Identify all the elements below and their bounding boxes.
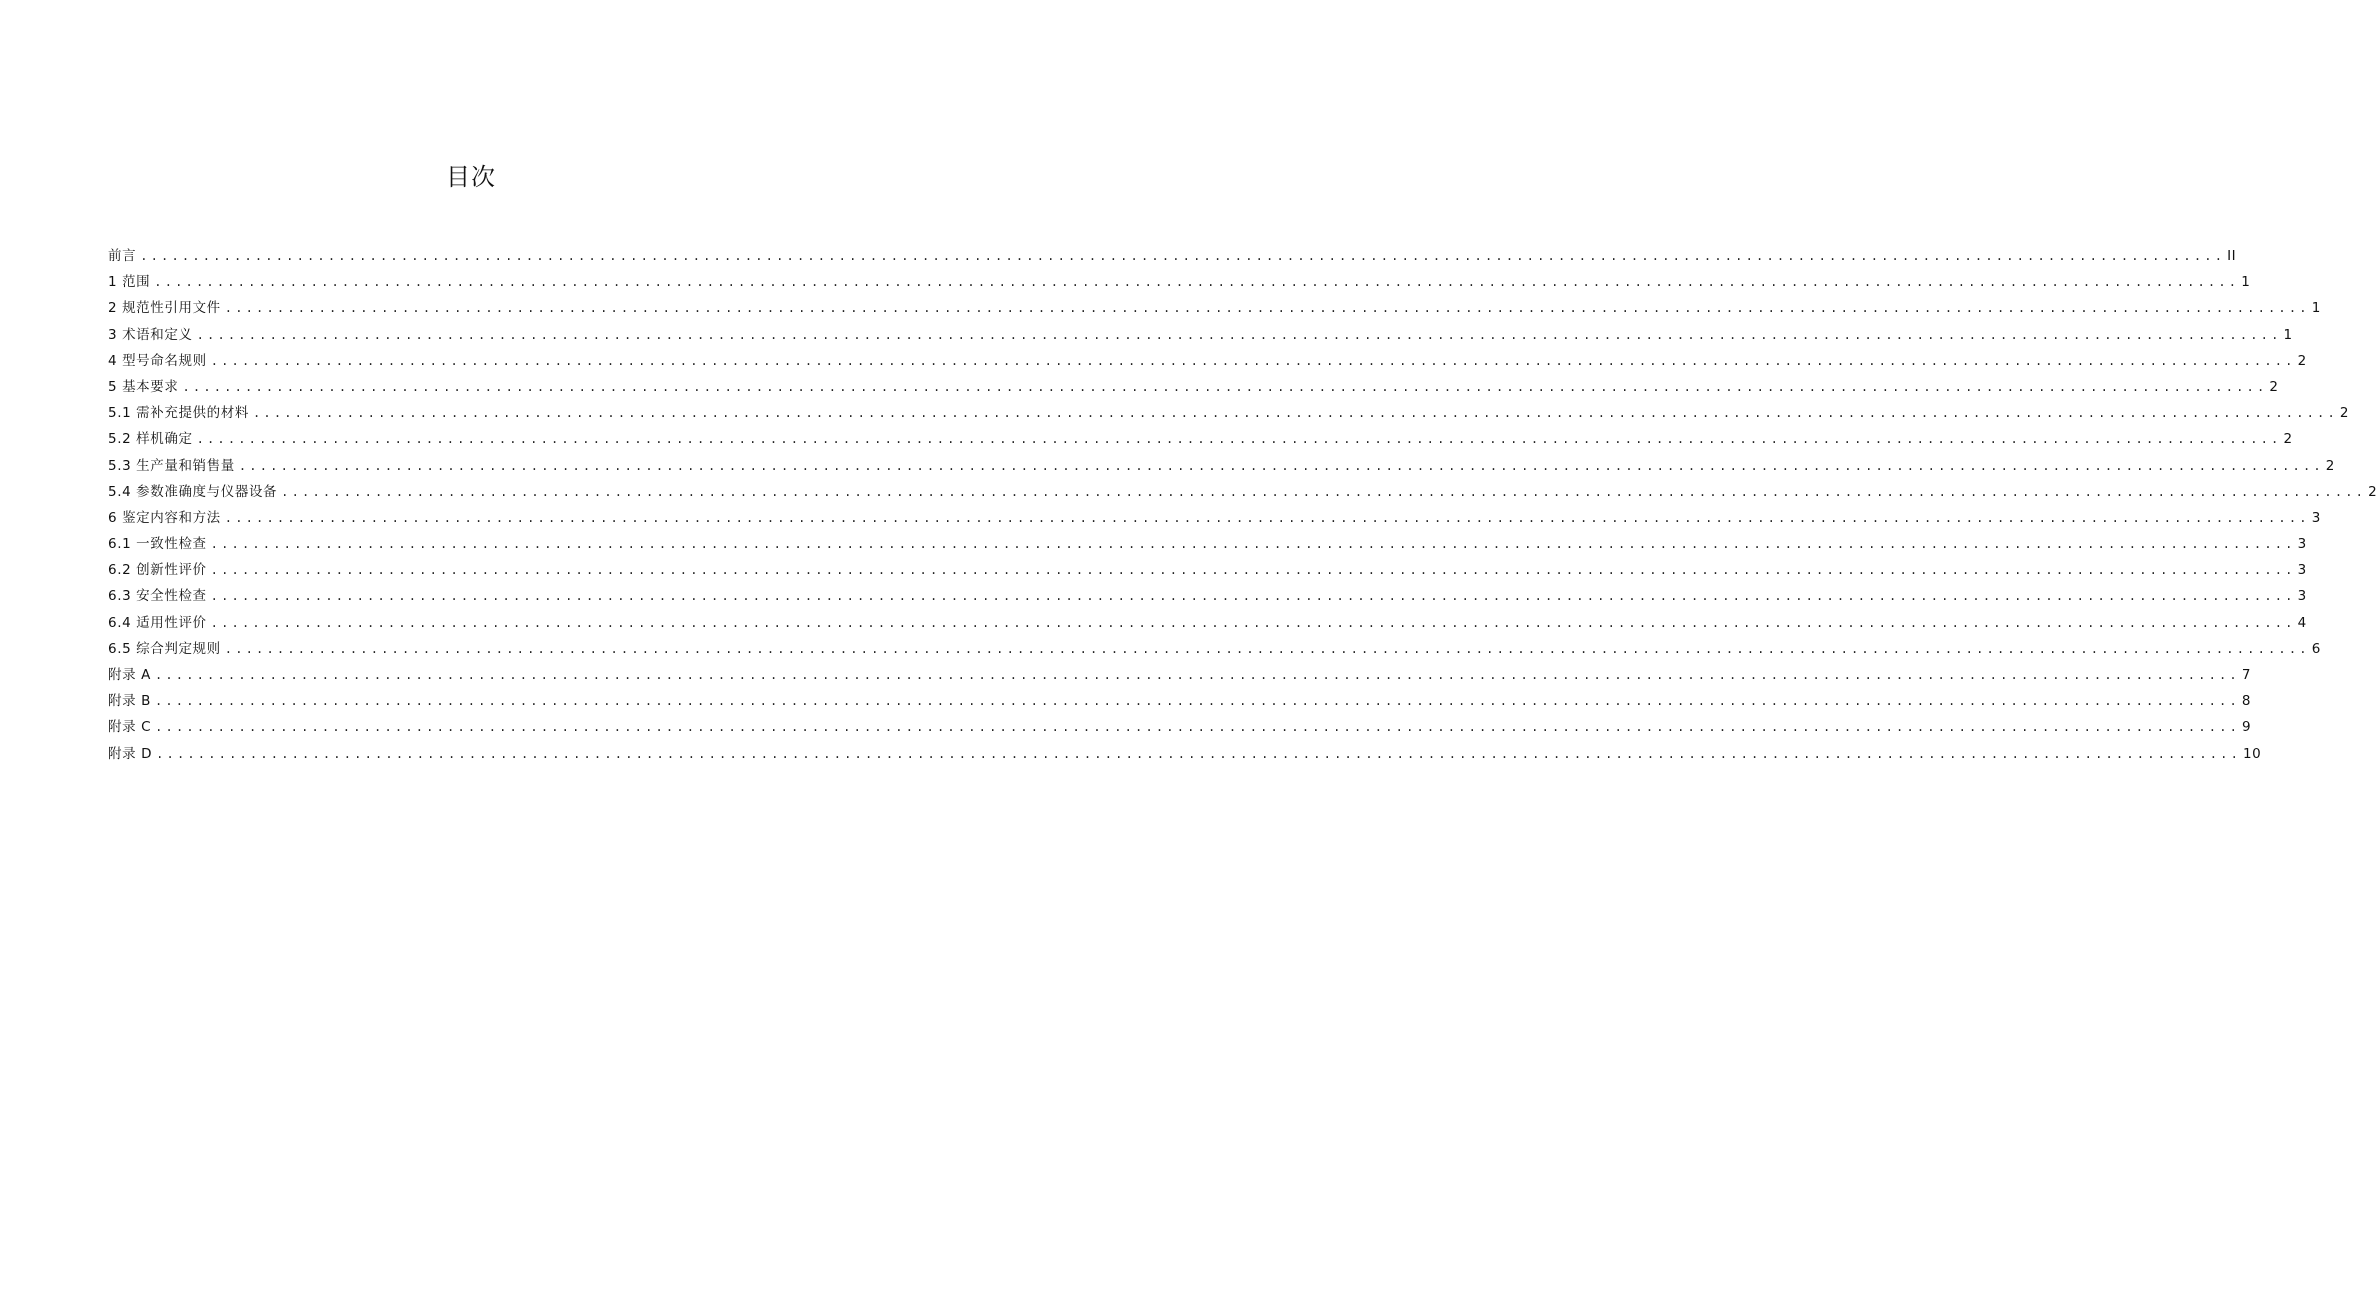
toc-entry[interactable] <box>108 506 2321 532</box>
toc-leader-dots: ........................................................................................................................................................................................................ <box>196 327 2282 342</box>
toc-entry[interactable] <box>108 532 2307 558</box>
toc-leader-dots: ........................................................................................................................................................................................................ <box>224 641 2310 656</box>
toc-leader-dots: ........................................................................................................................................................................................................ <box>182 379 2268 394</box>
toc-leader-dots: ........................................................................................................................................................................................................ <box>210 615 2296 630</box>
toc-entry-label: 前言 <box>108 248 137 264</box>
toc-entry-page: 1 <box>2283 326 2293 343</box>
toc-leader-dots: ........................................................................................................................................................................................................ <box>156 746 2242 761</box>
toc-leader-dots: ........................................................................................................................................................................................................ <box>140 249 2226 263</box>
toc-entry-label: 6.2 创新性评价 <box>108 562 207 579</box>
toc-entry-label: 2 规范性引用文件 <box>108 300 221 317</box>
toc-leader-dots: ........................................................................................................................................................................................................ <box>154 275 2240 290</box>
toc-leader-dots: ........................................................................................................................................................................................................ <box>154 694 2240 709</box>
toc-entry[interactable] <box>108 427 2293 453</box>
toc-entry-page: 3 <box>2297 588 2307 605</box>
toc-entry-page: 8 <box>2241 693 2251 710</box>
toc-leader-dots: ........................................................................................................................................................................................................ <box>238 458 2324 473</box>
toc-entry[interactable] <box>108 689 2251 715</box>
toc-entry[interactable] <box>108 244 2237 270</box>
toc-entry-page: 7 <box>2241 667 2251 683</box>
toc-entry-page: 3 <box>2311 509 2321 526</box>
toc-leader-dots: ........................................................................................................................................................................................................ <box>252 406 2338 421</box>
toc-leader-dots: ........................................................................................................................................................................................................ <box>224 301 2310 316</box>
toc-leader-dots: ........................................................................................................................................................................................................ <box>281 484 2367 499</box>
toc-entry-page: 3 <box>2297 562 2307 579</box>
toc-entry[interactable] <box>108 637 2321 663</box>
toc-entry-label: 附录 B <box>108 693 151 710</box>
toc-leader-dots: ........................................................................................................................................................................................................ <box>155 720 2241 735</box>
toc-entry-page: 2 <box>2283 431 2293 448</box>
toc-entry-page: 1 <box>2311 300 2321 317</box>
toc-entry-label: 1 范围 <box>108 274 151 291</box>
toc-entry-label: 4 型号命名规则 <box>108 352 207 369</box>
toc-entry[interactable] <box>108 375 2279 401</box>
toc-leader-dots: ........................................................................................................................................................................................................ <box>196 432 2282 447</box>
toc-entry[interactable] <box>108 558 2307 584</box>
toc-entry[interactable] <box>108 296 2321 322</box>
toc-entry[interactable] <box>108 663 2251 689</box>
toc-entry-label: 附录 A <box>108 667 151 683</box>
toc-leader-dots: ........................................................................................................................................................................................................ <box>210 353 2296 368</box>
toc-entry[interactable] <box>108 323 2293 349</box>
toc-entry-label: 5.1 需补充提供的材料 <box>108 405 249 422</box>
toc-entry-page: 10 <box>2243 745 2262 762</box>
toc-leader-dots: ........................................................................................................................................................................................................ <box>210 589 2296 604</box>
toc-leader-dots: ........................................................................................................................................................................................................ <box>210 563 2296 578</box>
toc-entry[interactable] <box>108 270 2251 296</box>
toc-entry-page: 1 <box>2241 274 2251 291</box>
toc-entry-label: 6.1 一致性检查 <box>108 536 207 553</box>
toc-entry-page: 6 <box>2311 640 2321 657</box>
toc-entry-label: 6.3 安全性检查 <box>108 588 207 605</box>
toc-leader-dots: ........................................................................................................................................................................................................ <box>154 668 2240 682</box>
toc-title: 目次 <box>446 163 496 191</box>
toc-entry-label: 附录 C <box>108 719 152 736</box>
toc-entry[interactable] <box>108 401 2349 427</box>
toc-entry[interactable] <box>108 611 2307 637</box>
toc-entry-page: 9 <box>2242 719 2252 736</box>
toc-entry-page: 2 <box>2297 352 2307 369</box>
toc-entry[interactable] <box>108 715 2252 741</box>
toc-entry-page: 4 <box>2297 614 2307 631</box>
toc-entry-label: 5.4 参数准确度与仪器设备 <box>108 483 278 500</box>
toc-leader-dots: ........................................................................................................................................................................................................ <box>224 510 2310 525</box>
toc-entry-page: 3 <box>2297 536 2307 553</box>
toc-entry-page: II <box>2227 248 2237 264</box>
toc-entry-page: 2 <box>2269 378 2279 395</box>
toc-entry-label: 附录 D <box>108 745 153 762</box>
toc-entry-label: 6.4 适用性评价 <box>108 614 207 631</box>
toc-entry-label: 3 术语和定义 <box>108 326 193 343</box>
toc-entry-page: 2 <box>2325 457 2335 474</box>
toc-entry[interactable] <box>108 349 2307 375</box>
toc-entry-label: 5.3 生产量和销售量 <box>108 457 235 474</box>
toc-entry-label: 5 基本要求 <box>108 378 179 395</box>
toc-list <box>108 244 2377 768</box>
toc-entry-page: 2 <box>2368 483 2377 500</box>
toc-entry[interactable] <box>108 480 2377 506</box>
toc-leader-dots: ........................................................................................................................................................................................................ <box>210 537 2296 552</box>
toc-entry[interactable] <box>108 742 2262 768</box>
toc-entry-label: 6.5 综合判定规则 <box>108 640 221 657</box>
toc-entry-page: 2 <box>2339 405 2349 422</box>
toc-entry[interactable] <box>108 454 2335 480</box>
toc-entry-label: 6 鉴定内容和方法 <box>108 509 221 526</box>
toc-entry[interactable] <box>108 584 2307 610</box>
toc-entry-label: 5.2 样机确定 <box>108 431 193 448</box>
